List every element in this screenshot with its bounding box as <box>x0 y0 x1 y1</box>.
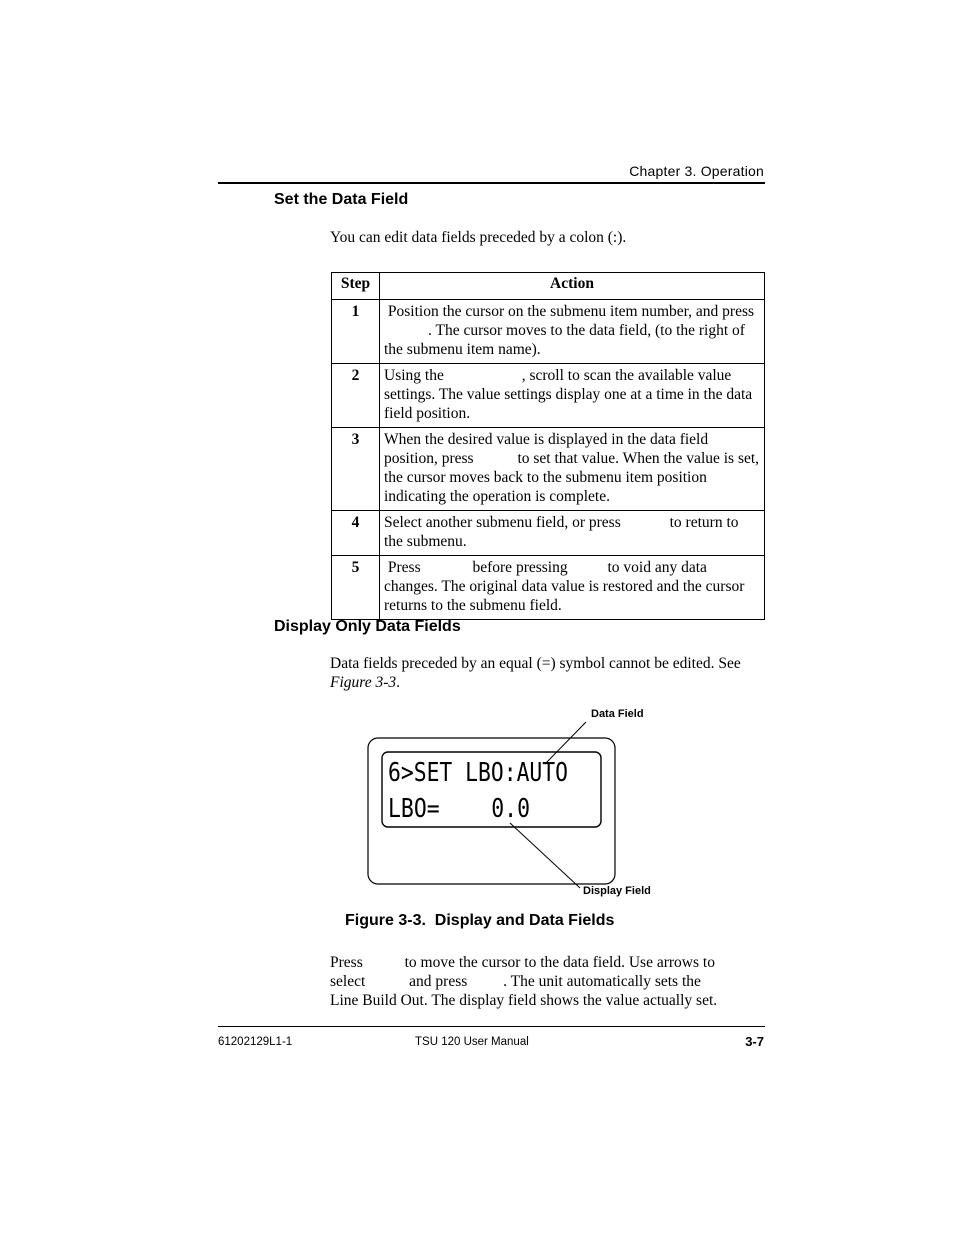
section-heading-set-data-field: Set the Data Field <box>274 191 409 208</box>
closing-paragraph <box>330 953 770 1010</box>
closing-line-1 <box>330 953 770 972</box>
action-text: Select another submenu field, or press <box>384 514 621 531</box>
paragraph-text: Data fields preceded by an equal (=) symbol cannot be edited. See <box>330 655 741 672</box>
action-text: to set that value. When the value is set, the cursor moves back to the submenu item position indicating the operation is complete. <box>384 450 760 505</box>
action-text: to void any data changes. The original data value is restored and the cursor returns to the submenu field. <box>384 559 745 614</box>
table-row <box>332 364 765 428</box>
closing-text: select <box>330 973 366 990</box>
lcd-line-2: LBO= 0.0 <box>388 794 530 824</box>
closing-line-2 <box>330 972 770 991</box>
closing-line-3: Line Build Out. The display field shows the value actually set. <box>330 992 718 1009</box>
closing-text: Press <box>330 954 363 971</box>
table-header-row <box>332 273 765 300</box>
lcd-figure <box>360 700 670 905</box>
step-action <box>380 428 765 511</box>
page-number: 3-7 <box>745 1034 764 1049</box>
display-field-leader <box>510 823 580 888</box>
step-number: 4 <box>332 511 380 556</box>
table-row <box>332 428 765 511</box>
action-text: , scroll to scan the available value settings. The value settings display one at a time in the data field position. <box>384 367 753 422</box>
action-text: . The cursor moves to the data field, (to the right of the submenu item name). <box>384 322 745 358</box>
action-text: before pressing <box>472 559 568 576</box>
figure-reference: Figure 3-3 <box>330 674 397 691</box>
display-only-paragraph <box>330 654 762 692</box>
action-text: Using the <box>384 367 444 384</box>
step-number: 3 <box>332 428 380 511</box>
display-field-label: Display Field <box>583 885 651 897</box>
closing-text: and press <box>409 973 468 990</box>
action-text: to return to the submenu. <box>384 514 739 550</box>
footer-manual-title: TSU 120 User Manual <box>415 1036 529 1048</box>
data-field-label: Data Field <box>591 708 644 720</box>
footer-part-number: 61202129L1-1 <box>218 1036 293 1048</box>
chapter-header: Chapter 3. Operation <box>629 163 764 179</box>
table-row <box>332 300 765 364</box>
closing-text: . The unit automatically sets the <box>503 973 701 990</box>
footer-rule <box>218 1026 765 1027</box>
action-text: Position the cursor on the submenu item number, and press <box>387 303 755 320</box>
header-rule <box>218 182 765 184</box>
table-row <box>332 511 765 556</box>
figure-caption: Figure 3-3. Display and Data Fields <box>345 912 615 929</box>
action-text: When the desired value is displayed in the data field position, press <box>384 431 709 467</box>
table-row <box>332 556 765 620</box>
closing-text: to move the cursor to the data field. Use arrows to <box>404 954 715 971</box>
step-action <box>380 556 765 620</box>
action-text: Press <box>387 559 421 576</box>
step-action <box>380 300 765 364</box>
step-number: 2 <box>332 364 380 428</box>
section-heading-display-only: Display Only Data Fields <box>274 618 461 635</box>
step-action <box>380 364 765 428</box>
step-action <box>380 511 765 556</box>
paragraph-end: . <box>396 674 401 691</box>
step-number: 1 <box>332 300 380 364</box>
step-number: 5 <box>332 556 380 620</box>
step-column-header: Step <box>332 273 380 300</box>
lcd-line-1: 6>SET LBO:AUTO <box>388 758 568 788</box>
action-column-header: Action <box>380 273 765 300</box>
steps-table <box>331 272 765 620</box>
intro-paragraph: You can edit data fields preceded by a colon (:). <box>330 229 627 246</box>
